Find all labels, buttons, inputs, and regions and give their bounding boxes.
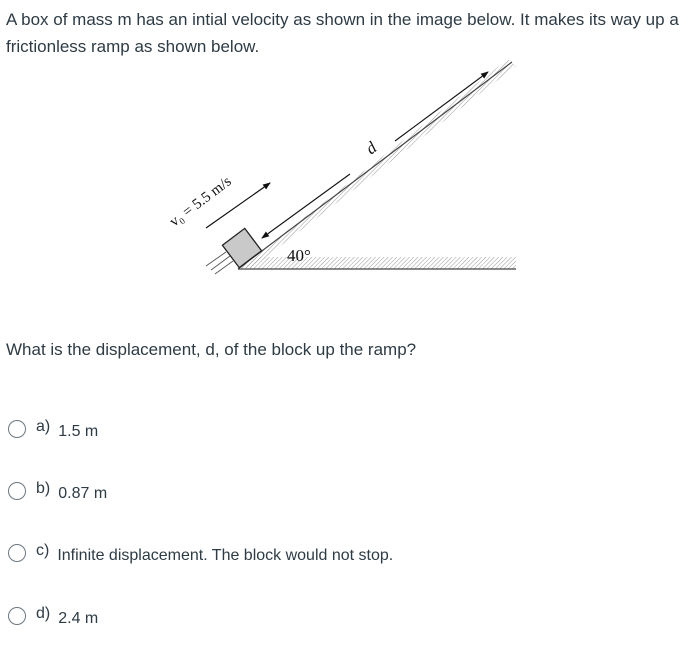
option-c-text: Infinite displacement. The block would not stop. <box>57 547 394 564</box>
option-a[interactable] <box>8 416 98 442</box>
radio-c[interactable] <box>8 544 26 562</box>
angle-label: 40° <box>287 246 311 265</box>
radio-a[interactable] <box>8 420 26 438</box>
distance-label: d <box>361 137 381 159</box>
radio-d[interactable] <box>8 607 26 625</box>
ground-hatch <box>238 257 516 269</box>
option-b-letter: b) <box>36 480 51 497</box>
incline-line <box>238 62 512 269</box>
question-intro: A box of mass m has an intial velocity as shown in the image below. It makes its way up a frictionless ramp as shown below. <box>6 10 679 56</box>
option-c-letter: c) <box>36 542 50 559</box>
option-a-text: 1.5 m <box>58 423 99 440</box>
velocity-label: v₀ = 5.5 m/s <box>166 173 235 231</box>
question-prompt: What is the displacement, d, of the block up the ramp? <box>6 340 417 359</box>
option-b-text: 0.87 m <box>58 485 108 502</box>
motion-lines <box>206 252 233 274</box>
option-b[interactable] <box>8 478 107 504</box>
option-d-letter: d) <box>36 605 51 622</box>
option-d-text: 2.4 m <box>58 610 99 627</box>
option-d[interactable] <box>8 603 98 629</box>
option-c[interactable] <box>8 540 393 566</box>
option-a-letter: a) <box>36 418 51 435</box>
ramp-figure <box>166 52 530 282</box>
radio-b[interactable] <box>8 482 26 500</box>
